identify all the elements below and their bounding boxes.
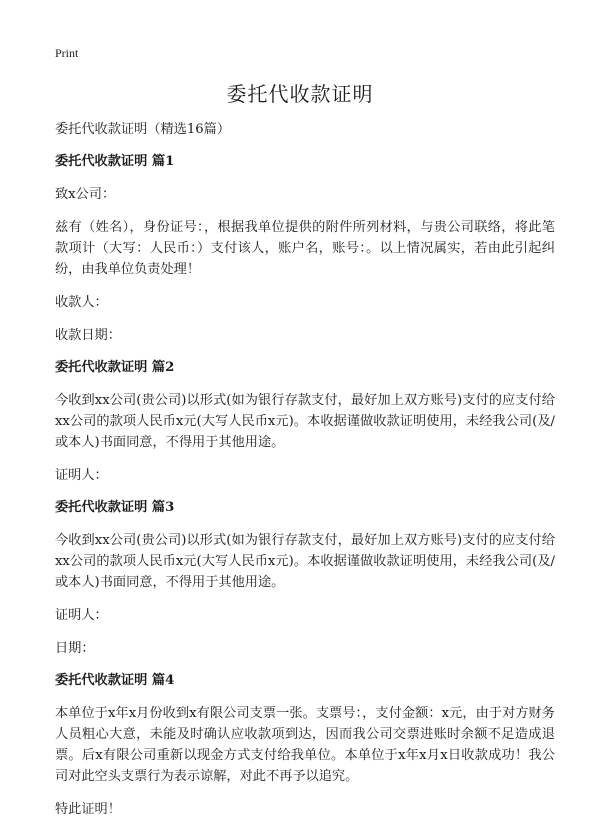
- date-line: 日期：: [55, 641, 95, 656]
- body-paragraph: 今收到xx公司(贵公司)以形式(如为银行存款支付，最好加上双方账号)支付的应支付给xx公司的款项人民币x元(大写人民币x元)。本收据谨做收款证明使用，未经我公司(及/或本人)书面同意，不得用于其他用途。: [55, 393, 555, 450]
- body-paragraph: 今收到xx公司(贵公司)以形式(如为银行存款支付，最好加上双方账号)支付的应支付给xx公司的款项人民币x元(大写人民币x元)。本收据谨做收款证明使用，未经我公司(及/或本人)书面同意，不得用于其他用途。: [55, 533, 555, 590]
- witness-line: 证明人：: [55, 608, 108, 623]
- document-subtitle: 委托代收款证明（精选16篇）: [55, 122, 231, 137]
- witness-line: 证明人：: [55, 468, 108, 483]
- payee-line: 收款人：: [55, 295, 108, 310]
- document-body: [55, 120, 555, 832]
- recipient-line: 致x公司：: [55, 187, 116, 202]
- section-4: [55, 671, 555, 820]
- section-title: 委托代收款证明 篇1: [55, 154, 175, 169]
- print-link[interactable]: Print: [55, 46, 79, 60]
- section-title: 委托代收款证明 篇3: [55, 500, 175, 515]
- section-2: [55, 358, 555, 486]
- section-1: [55, 152, 555, 346]
- page-title: 委托代收款证明: [226, 82, 374, 106]
- closing-line: 特此证明！: [55, 802, 121, 817]
- body-paragraph: 本单位于x年x月份收到x有限公司支票一张。支票号：，支付金额：x元，由于对方财务人员粗心大意，未能及时确认应收款项到达，因而我公司交票进账时余额不足造成退票。后x有限公司重新以现金方式支付给我单位。本单位于x年x月x日收款成功！我公司对此空头支票行为表示谅解，对此不再予以追究。: [55, 706, 555, 784]
- receipt-date-line: 收款日期：: [55, 328, 121, 343]
- section-3: [55, 498, 555, 659]
- section-title: 委托代收款证明 篇2: [55, 360, 175, 375]
- section-title: 委托代收款证明 篇4: [55, 673, 175, 688]
- body-paragraph: 兹有（姓名），身份证号：，根据我单位提供的附件所列材料，与贵公司联络，将此笔款项计（大写：人民币：）支付该人，账户名，账号：。以上情况属实，若由此引起纠纷，由我单位负责处理！: [55, 220, 555, 277]
